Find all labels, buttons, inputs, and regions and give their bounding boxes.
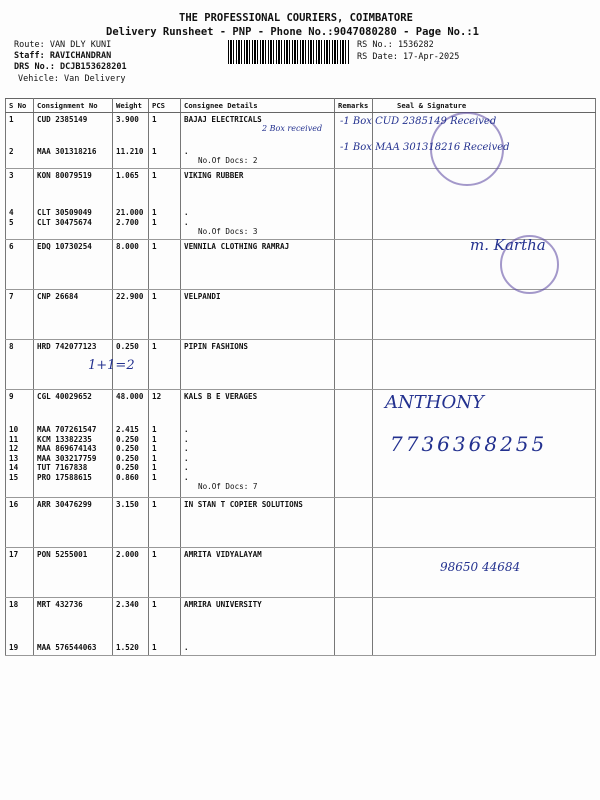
consignment-no-cell: KCM 13382235 (37, 434, 92, 444)
consignment-no-cell: MAA 707261547 (37, 425, 97, 434)
pcs-cell: 1 (152, 170, 157, 180)
dot-placeholder: . (184, 146, 189, 156)
weight-cell: 8.000 (116, 241, 139, 251)
remarks-cell (335, 547, 373, 597)
weight-cell: 1.065 (116, 170, 139, 180)
weight-cell: 1.520 (116, 643, 139, 652)
weight-cell: 22.900 (116, 291, 144, 301)
weight-cell: 0.860 (116, 472, 139, 482)
consignee-name: VENNILA CLOTHING RAMRAJ (184, 241, 290, 251)
consignment-no-cell: CLT 30509049 (37, 208, 92, 217)
pcs-cell: 1 (152, 425, 157, 434)
signature-cell (373, 339, 596, 389)
col-seal: Seal & Signature (373, 99, 596, 113)
handwritten-note: m. Kartha (470, 236, 546, 254)
runsheet-subtitle: Delivery Runsheet - PNP - Phone No.:9047080280 - Page No.:1 (106, 26, 479, 38)
pcs-cell: 1 (152, 146, 157, 156)
weight-cell: 3.150 (116, 499, 139, 509)
table-row (6, 497, 596, 547)
remarks-cell (335, 339, 373, 389)
consignment-no-cell: PRO 17588615 (37, 472, 92, 482)
weight-cell: 0.250 (116, 444, 139, 453)
consignment-no-cell: MAA 869674143 (37, 444, 97, 453)
route: Route: VAN DLY KUNI (14, 40, 112, 50)
docs-count: No.Of Docs: 7 (198, 482, 258, 491)
handwritten-note: 7736368255 (390, 432, 548, 456)
pcs-cell: 1 (152, 444, 157, 453)
company-title: THE PROFESSIONAL COURIERS, COIMBATORE (179, 12, 413, 24)
handwritten-note: ANTHONY (385, 392, 484, 413)
remarks-cell (335, 497, 373, 547)
vehicle: Vehicle: Van Delivery (18, 74, 126, 84)
consignee-name: IN STAN T COPIER SOLUTIONS (184, 499, 303, 509)
sno-cell: 19 (9, 643, 19, 652)
weight-cell: 0.250 (116, 453, 139, 463)
sno-cell: 5 (9, 217, 14, 227)
dot-placeholder: . (184, 217, 189, 227)
col-pcs: PCS (149, 99, 181, 113)
pcs-cell: 1 (152, 499, 157, 509)
rs-date: RS Date: 17-Apr-2025 (357, 52, 460, 62)
remarks-cell (335, 289, 373, 339)
docs-count: No.Of Docs: 2 (198, 156, 258, 165)
consignee-name: VELPANDI (184, 291, 221, 301)
handwritten-note: -1 Box CUD 2385149 Received (340, 116, 497, 127)
weight-cell: 2.340 (116, 599, 139, 609)
sno-cell: 2 (9, 146, 14, 156)
drs-no: DRS No.: DCJB153628201 (14, 62, 127, 72)
weight-cell: 2.700 (116, 217, 139, 227)
table-row (6, 289, 596, 339)
sno-cell: 7 (9, 291, 14, 301)
pcs-cell: 1 (152, 599, 157, 609)
consignee-name: VIKING RUBBER (184, 170, 244, 180)
col-consignee: Consignee Details (181, 99, 335, 113)
consignment-no-cell: MAA 301318216 (37, 146, 97, 156)
pcs-cell: 1 (152, 549, 157, 559)
pcs-cell: 1 (152, 341, 157, 351)
handwritten-note: 98650 44684 (440, 560, 521, 574)
remarks-cell (335, 389, 373, 497)
consignment-no-cell: EDQ 10730254 (37, 241, 92, 251)
weight-cell: 0.250 (116, 341, 139, 351)
pcs-cell: 1 (152, 463, 157, 472)
sno-cell: 6 (9, 241, 14, 251)
dot-placeholder: . (184, 208, 189, 217)
remarks-cell (335, 597, 373, 655)
sno-cell: 12 (9, 444, 19, 453)
dot-placeholder: . (184, 444, 189, 453)
pcs-cell: 1 (152, 434, 157, 444)
sno-cell: 4 (9, 208, 14, 217)
weight-cell: 21.000 (116, 208, 144, 217)
dot-placeholder: . (184, 453, 189, 463)
col-consignment: Consignment No (34, 99, 113, 113)
consignee-name: BAJAJ ELECTRICALS (184, 115, 262, 124)
consignment-no-cell: MAA 576544063 (37, 643, 97, 652)
consignment-no-cell: KON 80079519 (37, 170, 92, 180)
dot-placeholder: . (184, 434, 189, 444)
pcs-cell: 1 (152, 208, 157, 217)
table-header (6, 99, 596, 113)
weight-cell: 2.415 (116, 425, 139, 434)
weight-cell: 0.250 (116, 463, 139, 472)
table-row (6, 597, 596, 655)
col-remarks: Remarks (335, 99, 373, 113)
signature-cell (373, 597, 596, 655)
sno-cell: 9 (9, 391, 14, 401)
weight-cell: 2.000 (116, 549, 139, 559)
consignment-no-cell: TUT 7167838 (37, 463, 88, 472)
pcs-cell: 1 (152, 291, 157, 301)
consignment-no-cell: CNP 26684 (37, 291, 79, 301)
sno-cell: 15 (9, 472, 19, 482)
consignment-no-cell: HRD 742077123 (37, 341, 97, 351)
pcs-cell: 1 (152, 115, 157, 124)
rs-no: RS No.: 1536282 (357, 40, 434, 50)
col-sno: S No (6, 99, 34, 113)
consignment-no-cell: CGL 40029652 (37, 391, 92, 401)
consignee-name: PIPIN FASHIONS (184, 341, 249, 351)
sno-cell: 8 (9, 341, 14, 351)
remarks-cell (335, 239, 373, 289)
consignment-no-cell: PON 5255001 (37, 549, 88, 559)
signature-cell (373, 289, 596, 339)
sno-cell: 17 (9, 549, 19, 559)
col-weight: Weight (113, 99, 149, 113)
weight-cell: 48.000 (116, 391, 144, 401)
sno-cell: 16 (9, 499, 19, 509)
dot-placeholder: . (184, 463, 189, 472)
pcs-cell: 1 (152, 472, 157, 482)
consignment-no-cell: CLT 30475674 (37, 217, 92, 227)
sno-cell: 14 (9, 463, 19, 472)
staff: Staff: RAVICHANDRAN (14, 51, 112, 61)
remarks-cell (335, 168, 373, 239)
sno-cell: 10 (9, 425, 19, 434)
dot-placeholder: . (184, 643, 189, 652)
consignment-no-cell: ARR 30476299 (37, 499, 92, 509)
table-row (6, 113, 596, 169)
sno-cell: 11 (9, 434, 19, 444)
consignee-name: KALS B E VERAGES (184, 391, 258, 401)
sno-cell: 18 (9, 599, 19, 609)
dot-placeholder: . (184, 472, 189, 482)
consignment-no-cell: CUD 2385149 (37, 115, 88, 124)
sno-cell: 3 (9, 170, 14, 180)
handwritten-note: 2 Box received (262, 124, 323, 133)
pcs-cell: 1 (152, 217, 157, 227)
pcs-cell: 12 (152, 391, 162, 401)
weight-cell: 3.900 (116, 115, 139, 124)
sno-cell: 1 (9, 115, 14, 124)
consignment-no-cell: MAA 303217759 (37, 453, 97, 463)
weight-cell: 0.250 (116, 434, 139, 444)
handwritten-note: -1 Box MAA 301318216 Received (340, 142, 510, 153)
docs-count: No.Of Docs: 3 (198, 227, 258, 236)
table-row (6, 168, 596, 239)
pcs-cell: 1 (152, 453, 157, 463)
pcs-cell: 1 (152, 643, 157, 652)
consignee-name: AMRITA VIDYALAYAM (184, 549, 262, 559)
dot-placeholder: . (184, 425, 189, 434)
consignee-name: AMRIRA UNIVERSITY (184, 599, 262, 609)
pcs-cell: 1 (152, 241, 157, 251)
weight-cell: 11.210 (116, 146, 144, 156)
consignment-no-cell: MRT 432736 (37, 599, 83, 609)
signature-cell (373, 497, 596, 547)
sno-cell: 13 (9, 453, 19, 463)
handwritten-note: 1+1=2 (88, 358, 135, 373)
barcode (228, 40, 350, 64)
